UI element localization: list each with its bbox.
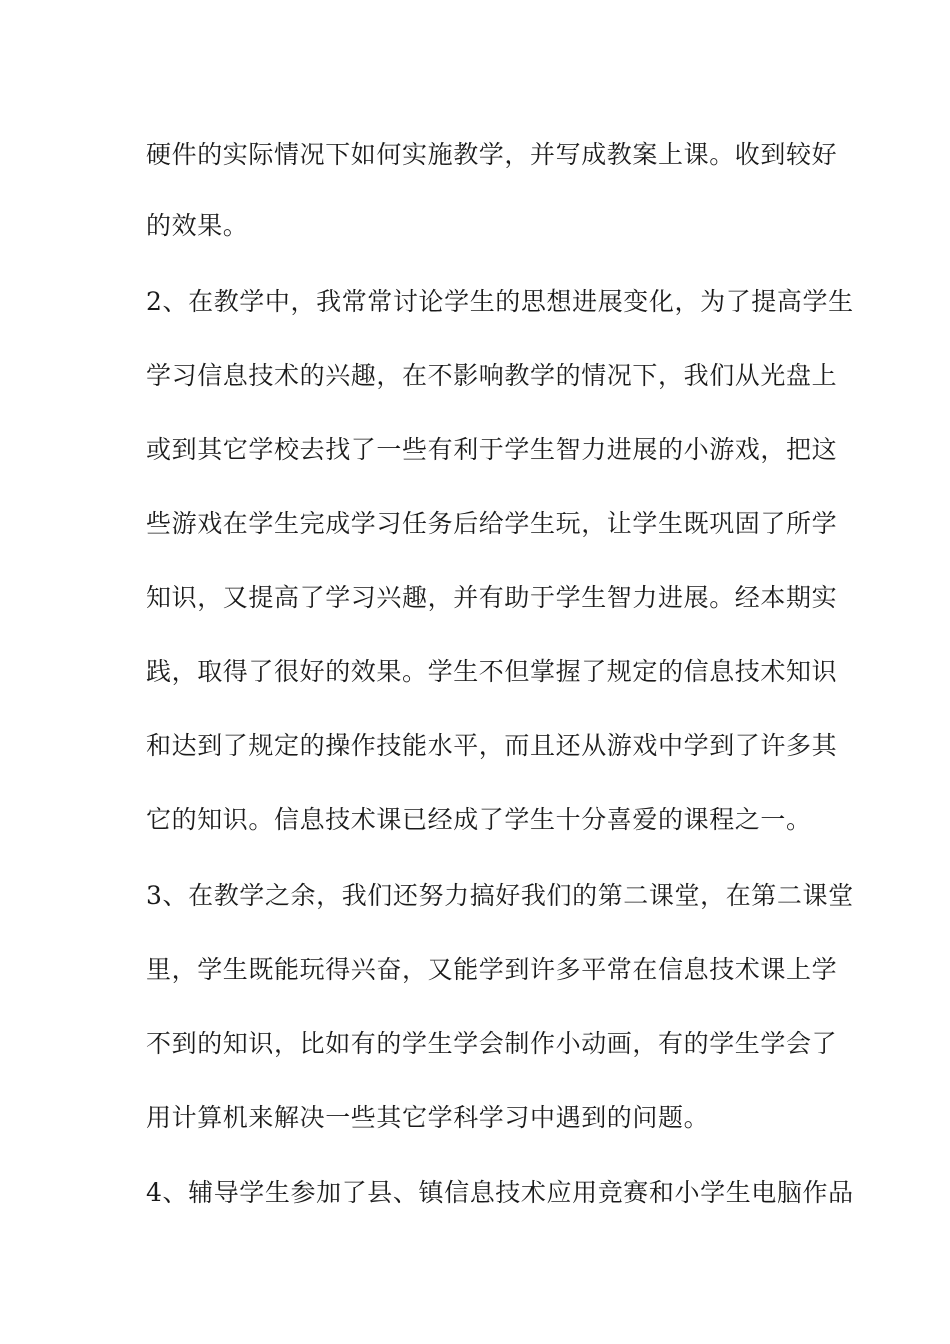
text-line-2: 的效果。 xyxy=(146,211,249,240)
text-line-10: 它的知识。信息技术课已经成了学生十分喜爱的课程之一。 xyxy=(146,805,812,834)
text-line-8: 践，取得了很好的效果。学生不但掌握了规定的信息技术知识 xyxy=(146,657,838,686)
text-line-12: 里，学生既能玩得兴奋，又能学到许多平常在信息技术课上学 xyxy=(146,955,838,984)
text-line-9: 和达到了规定的操作技能水平，而且还从游戏中学到了许多其 xyxy=(146,731,838,760)
text-line-13: 不到的知识，比如有的学生学会制作小动画，有的学生学会了 xyxy=(146,1029,838,1058)
text-line-14: 用计算机来解决一些其它学科学习中遇到的问题。 xyxy=(146,1103,710,1132)
text-line-15: 4、辅导学生参加了县、镇信息技术应用竞赛和小学生电脑作品 xyxy=(146,1178,854,1207)
text-line-3: 2、在教学中，我常常讨论学生的思想进展变化，为了提高学生 xyxy=(146,287,854,316)
text-line-5: 或到其它学校去找了一些有利于学生智力进展的小游戏，把这 xyxy=(146,435,838,464)
text-line-11: 3、在教学之余，我们还努力搞好我们的第二课堂，在第二课堂 xyxy=(146,881,854,910)
text-line-6: 些游戏在学生完成学习任务后给学生玩，让学生既巩固了所学 xyxy=(146,509,838,538)
text-line-7: 知识，又提高了学习兴趣，并有助于学生智力进展。经本期实 xyxy=(146,583,838,612)
text-line-1: 硬件的实际情况下如何实施教学，并写成教案上课。收到较好 xyxy=(146,140,838,169)
text-line-4: 学习信息技术的兴趣，在不影响教学的情况下，我们从光盘上 xyxy=(146,361,838,390)
